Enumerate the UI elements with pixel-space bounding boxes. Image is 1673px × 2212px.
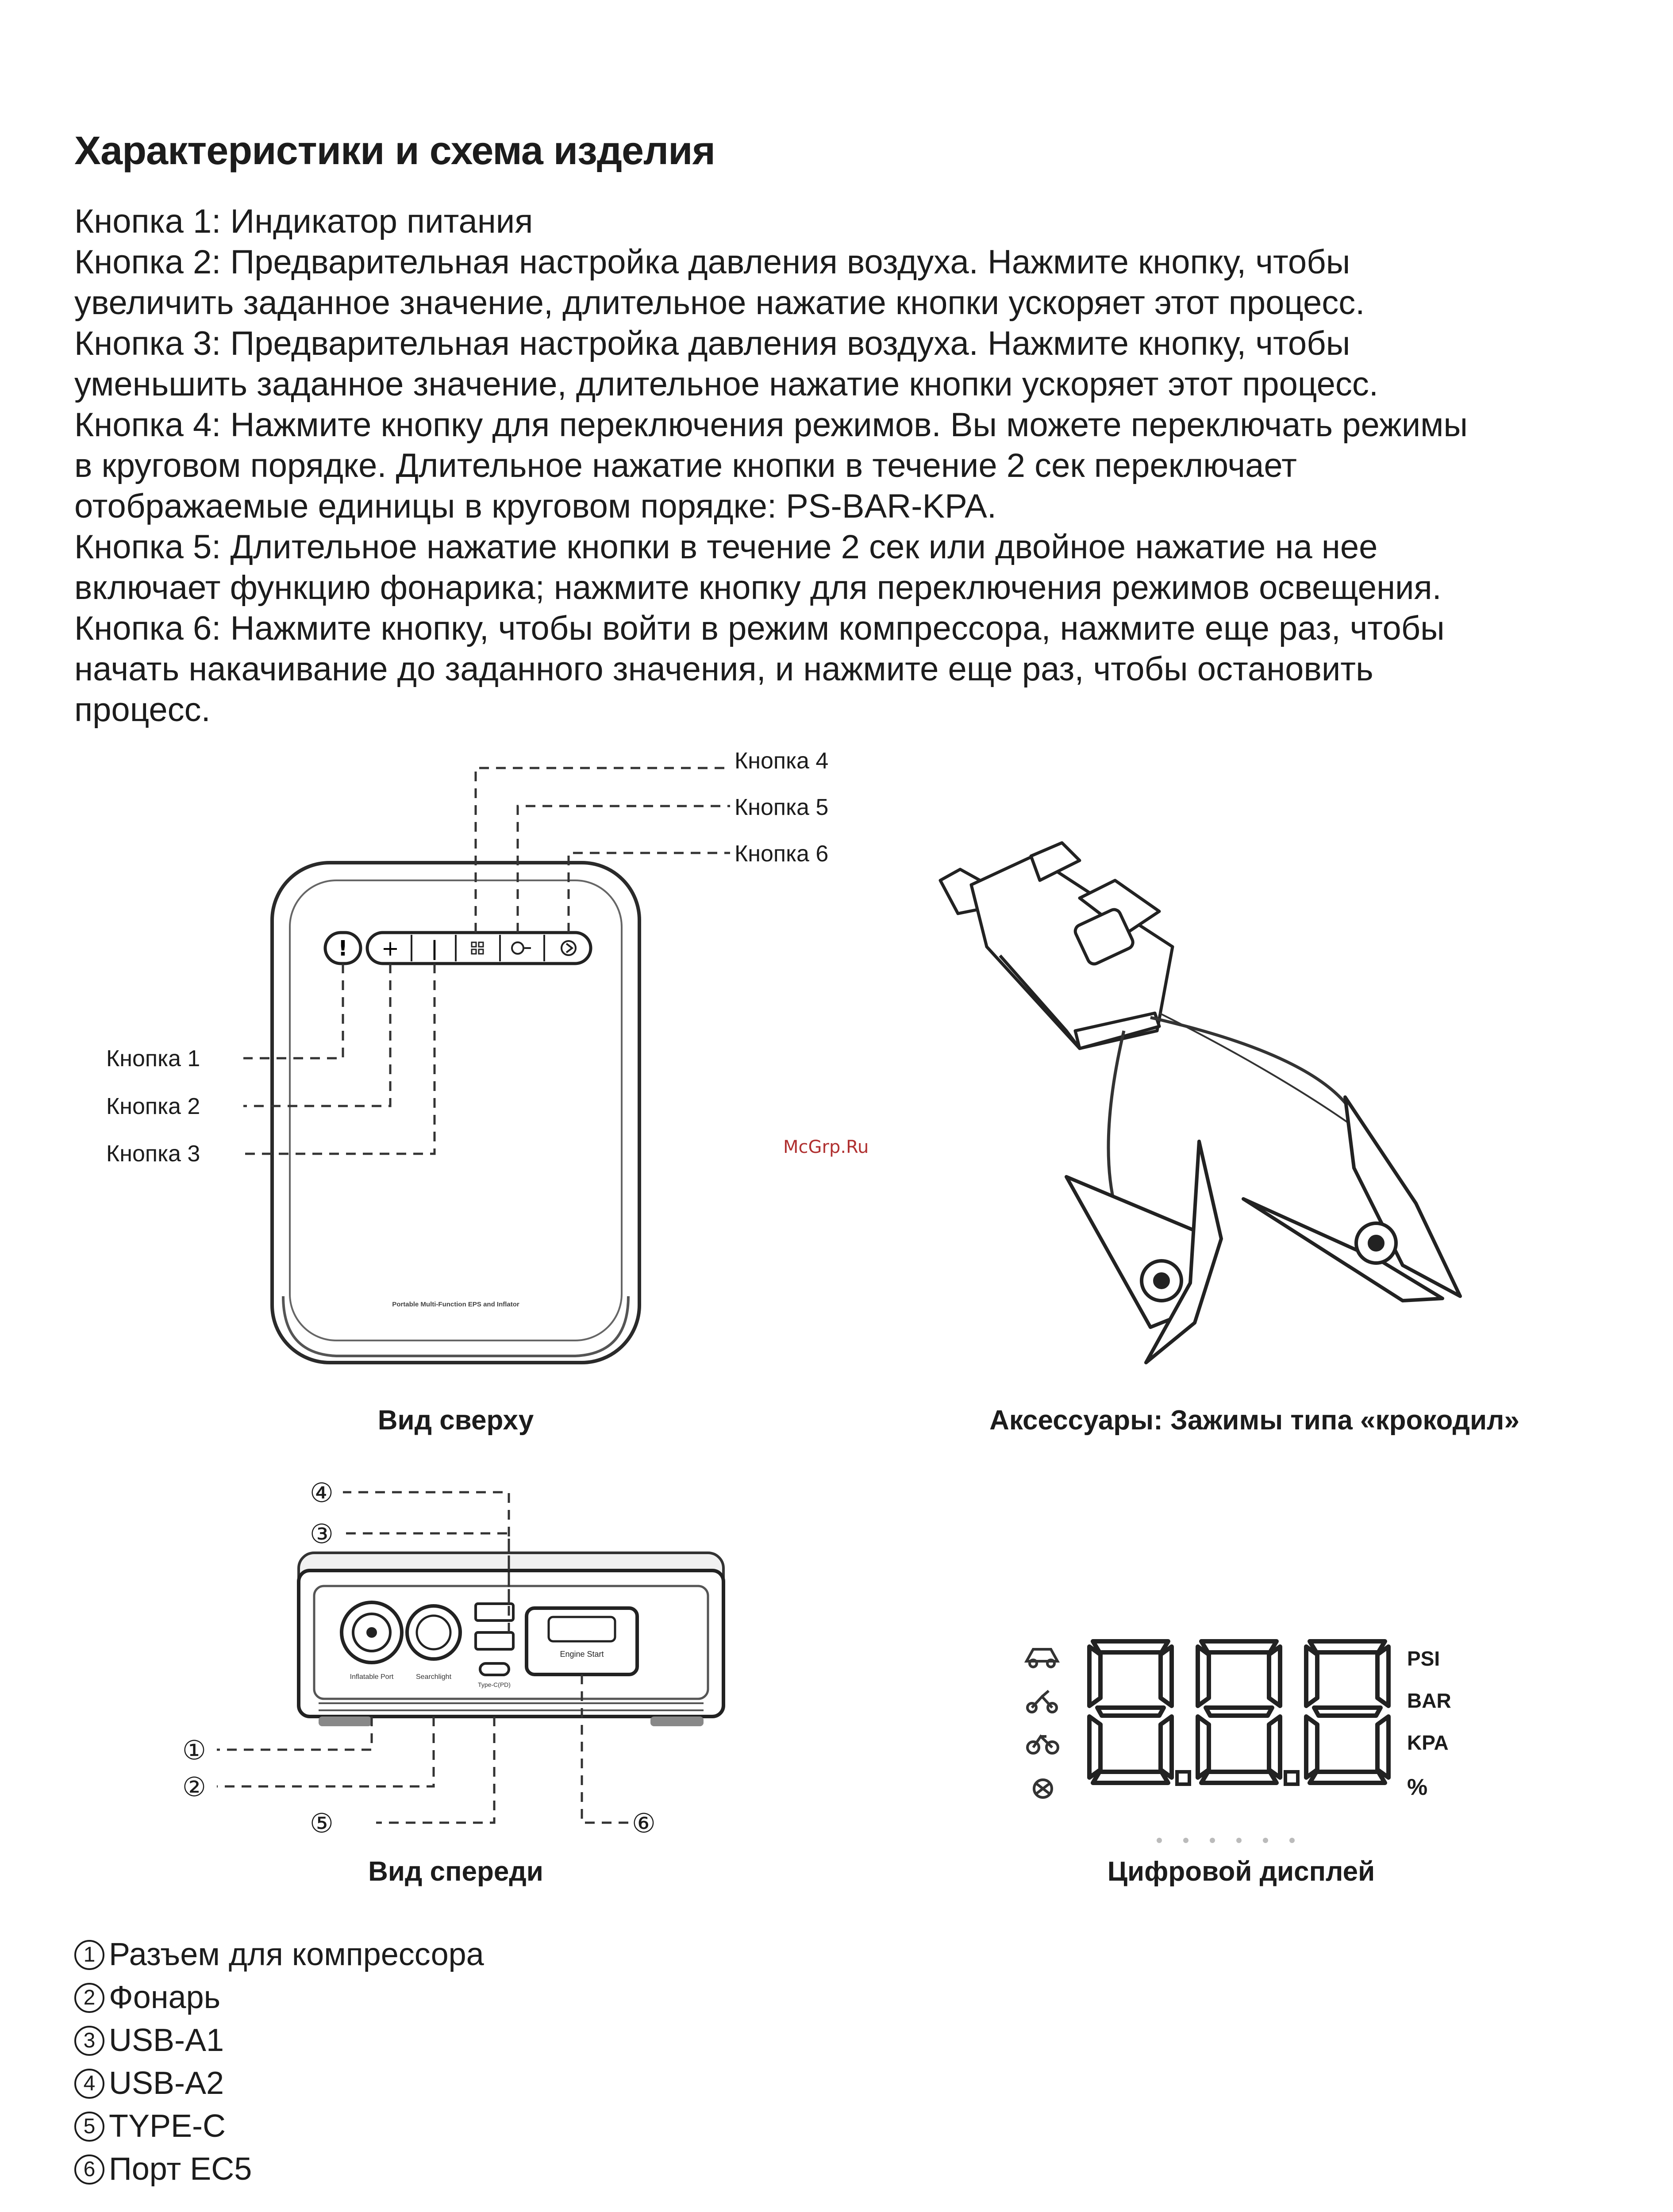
scooter-icon — [1027, 1691, 1057, 1712]
marker-6: ⑥ — [632, 1809, 656, 1838]
unit-percent: % — [1407, 1774, 1428, 1800]
description-line: включает функцию фонарика; нажмите кнопку для переключения режимов освещения. — [74, 569, 1442, 607]
legend-number: 6 — [74, 2154, 104, 2185]
page-title: Характеристики и схема изделия — [74, 129, 715, 173]
unit-psi: PSI — [1407, 1647, 1440, 1670]
searchlight-label: Searchlight — [415, 1673, 452, 1681]
marker-2: ② — [182, 1772, 206, 1802]
description-line: отображаемые единицы в круговом порядке: PS-BAR-KPA. — [74, 488, 996, 525]
description-line: увеличить заданное значение, длительное нажатие кнопки ускоряет этот процесс. — [74, 284, 1365, 322]
type-c-label: Type-C(PD) — [478, 1681, 511, 1688]
label-button-5: Кнопка 5 — [735, 795, 829, 820]
legend-number: 3 — [74, 2026, 104, 2056]
marker-4: ④ — [310, 1478, 334, 1508]
description-line: Кнопка 5: Длительное нажатие кнопки в течение 2 сек или двойное нажатие на нее — [74, 528, 1378, 566]
marker-1: ① — [182, 1736, 206, 1765]
legend-number: 4 — [74, 2069, 104, 2099]
legend-text: Порт EC5 — [109, 2151, 252, 2187]
ball-icon — [1034, 1780, 1052, 1797]
car-icon — [1027, 1649, 1058, 1667]
label-button-3: Кнопка 3 — [106, 1141, 200, 1167]
description-line: процесс. — [74, 691, 211, 729]
label-button-4: Кнопка 4 — [735, 748, 829, 774]
legend-number: 5 — [74, 2112, 104, 2142]
legend-item — [74, 1976, 484, 2019]
description-line: Кнопка 1: Индикатор питания — [74, 203, 533, 240]
description-line: начать накачивание до заданного значения, и нажмите еще раз, чтобы остановить — [74, 650, 1373, 688]
port-legend — [74, 1933, 484, 2191]
legend-item — [74, 2148, 484, 2191]
svg-text:!: ! — [338, 936, 348, 961]
marker-5: ⑤ — [310, 1809, 334, 1838]
unit-bar: BAR — [1407, 1689, 1451, 1712]
inflator-port-label: Inflatable Port — [350, 1673, 394, 1681]
description-line: Кнопка 2: Предварительная настройка давления воздуха. Нажмите кнопку, чтобы — [74, 243, 1350, 281]
engine-start-label: Engine Start — [560, 1650, 604, 1659]
description-line: Кнопка 3: Предварительная настройка давления воздуха. Нажмите кнопку, чтобы — [74, 325, 1350, 362]
device-print: Portable Multi-Function EPS and Inflator — [392, 1301, 519, 1308]
legend-number: 2 — [74, 1983, 104, 2013]
legend-text: USB-A2 — [109, 2066, 224, 2101]
marker-3: ③ — [310, 1519, 334, 1549]
legend-item — [74, 1933, 484, 1976]
legend-item — [74, 2105, 484, 2148]
legend-text: Разъем для компрессора — [109, 1937, 484, 1972]
label-button-6: Кнопка 6 — [735, 841, 829, 867]
minus-icon: ǀ — [431, 936, 438, 961]
description-line: Кнопка 4: Нажмите кнопку для переключения режимов. Вы можете переключать режимы — [74, 406, 1468, 444]
caption-top-view: Вид сверху — [377, 1405, 534, 1436]
caption-accessories: Аксессуары: Зажимы типа «крокодил» — [989, 1405, 1519, 1436]
legend-text: Фонарь — [109, 1980, 221, 2015]
plus-icon: + — [381, 936, 400, 961]
label-button-2: Кнопка 2 — [106, 1094, 200, 1119]
legend-item — [74, 2062, 484, 2105]
description-line: Кнопка 6: Нажмите кнопку, чтобы войти в режим компрессора, нажмите еще раз, чтобы — [74, 610, 1445, 647]
label-button-1: Кнопка 1 — [106, 1046, 200, 1071]
description-line: уменьшить заданное значение, длительное нажатие кнопки ускоряет этот процесс. — [74, 365, 1378, 403]
bicycle-icon — [1027, 1736, 1058, 1753]
legend-text: USB-A1 — [109, 2023, 224, 2058]
caption-digital-display: Цифровой дисплей — [1107, 1856, 1375, 1887]
unit-kpa: KPA — [1407, 1731, 1449, 1754]
legend-text: TYPE-C — [109, 2108, 226, 2144]
legend-item — [74, 2019, 484, 2062]
legend-number: 1 — [74, 1940, 104, 1970]
watermark: McGrp.Ru — [783, 1137, 869, 1157]
description-line: в круговом порядке. Длительное нажатие кнопки в течение 2 сек переключает — [74, 447, 1297, 484]
caption-front-view: Вид спереди — [368, 1856, 543, 1887]
